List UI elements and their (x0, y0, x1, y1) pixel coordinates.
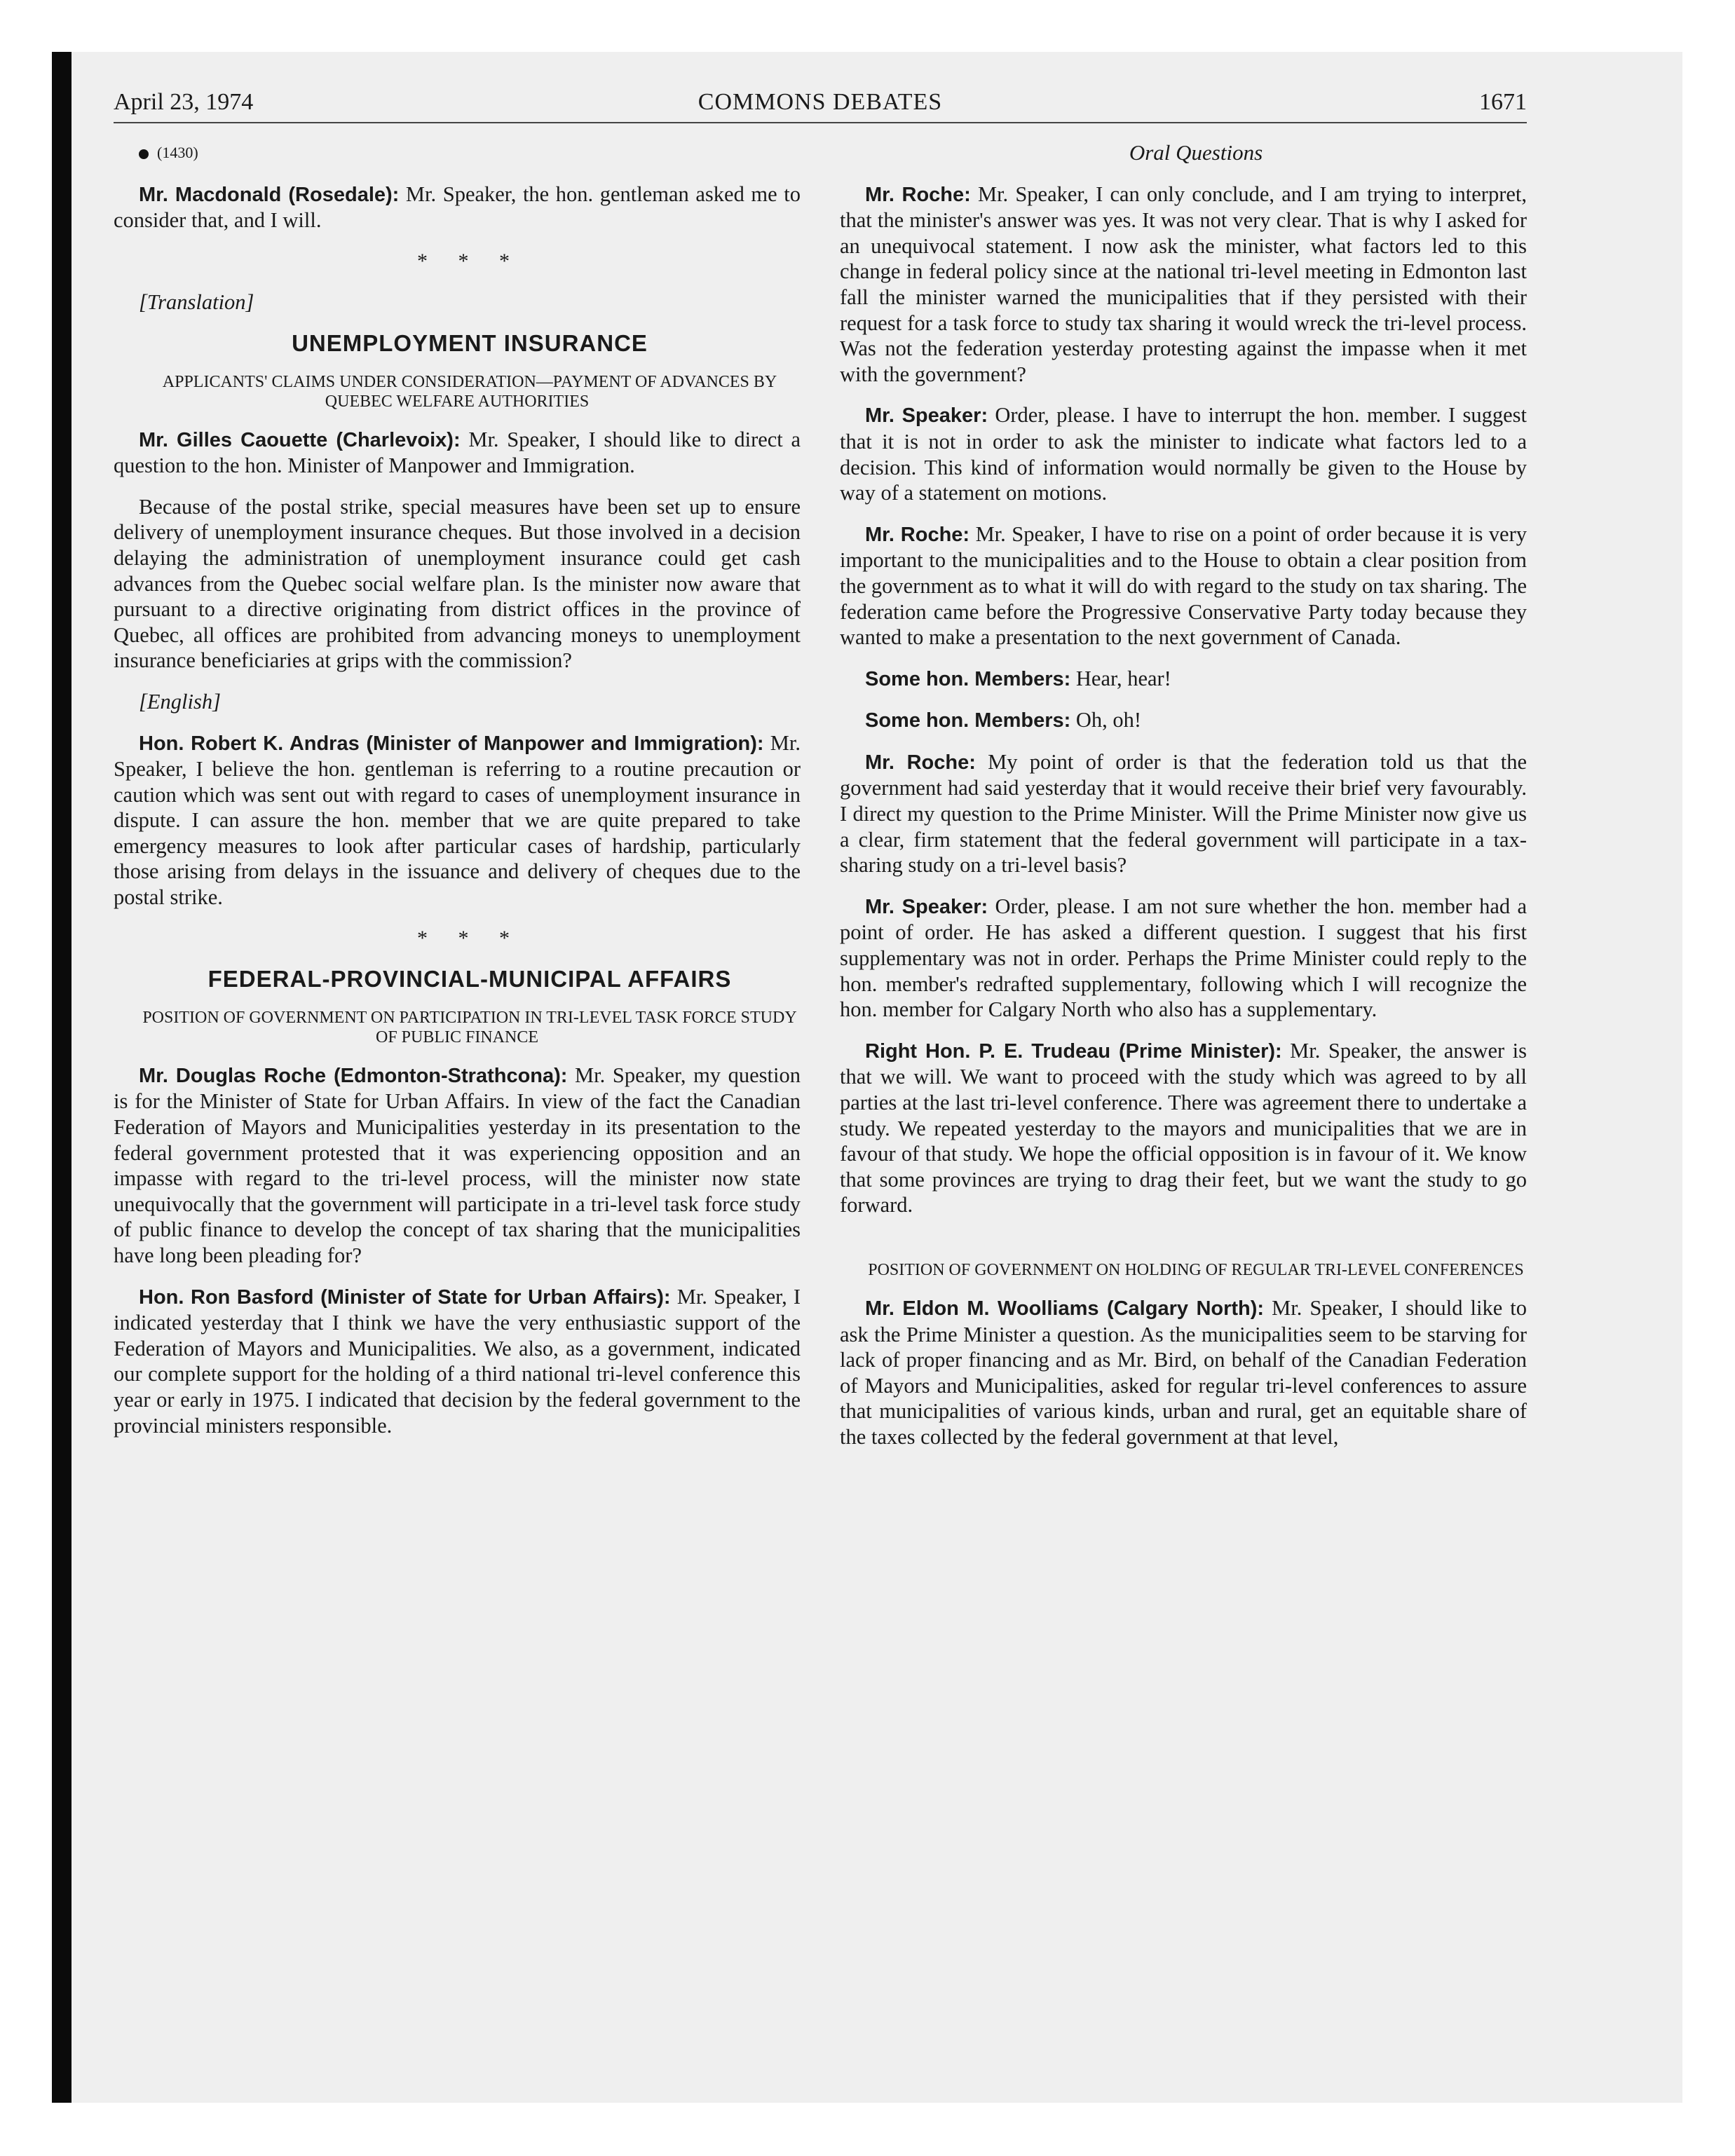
running-head: Oral Questions (1129, 140, 1263, 165)
paragraph (840, 182, 1527, 388)
speech-text: Mr. Speaker, I can only conclude, and I am trying to interpret, that the minister's answer was yes. It was not very clear. That is why I asked for an unequivocal statement. I now ask the minister, what factors led to this change in federal policy since at the national tri-level meeting in Edmonton last fall the minister warned the municipalities that if they persisted with their request for a task force to study tax sharing it would wreck the tri-level process. Was not the federation yesterday protesting against the impasse when it met with the government? (840, 182, 1527, 386)
speech-text: Mr. Speaker, I indicated yesterday that I think we have the very enthusiastic support of the Federation of Mayors and Municipalities. We also, as a government, indicated our complete support for the holding of a third national tri-level conference this year or early in 1975. I indicated that decision by the federal government to the provincial ministers responsible. (114, 1284, 801, 1438)
timestamp (114, 140, 801, 166)
speech-text: Mr. Speaker, the answer is that we will. We want to proceed with the study which was agreed to by all parties at the last tri-level conference. There was agreement there to undertake a study. We repeated yesterday to the mayors and municipalities that we are in favour of that study. We hope the official opposition is in favour of it. We know that some provinces are trying to drag their feet, but we want the study to go forward. (840, 1038, 1527, 1217)
section-separator: * * * (417, 249, 522, 273)
section-subheading: POSITION OF GOVERNMENT ON HOLDING OF REGULAR TRI-LEVEL CONFERENCES (868, 1260, 1524, 1279)
speaker-name: Mr. Macdonald (Rosedale): (139, 183, 400, 206)
speaker-name: Hon. Robert K. Andras (Minister of Manpower and Immigration): (139, 732, 764, 755)
paragraph (840, 402, 1527, 505)
speaker-name: Right Hon. P. E. Trudeau (Prime Minister): (865, 1039, 1282, 1063)
speech-text: Mr. Speaker, the hon. gentleman asked me to consider that, and I will. (114, 182, 801, 233)
paragraph (840, 707, 1527, 734)
speech-text: Hear, hear! (1070, 666, 1171, 690)
speaker-name: Some hon. Members: (865, 667, 1071, 690)
paragraph (114, 1284, 801, 1439)
section-separator: * * * (417, 926, 522, 950)
speech-text: Mr. Speaker, I should like to direct a question to the hon. Minister of Manpower and Immigration. (114, 427, 801, 478)
speech-text: Order, please. I have to interrupt the hon. member. I suggest that it is not in order to ask the minister to indicate what factors led to a decision. This kind of information would normally be given to the House by way of a statement on motions. (840, 403, 1527, 505)
speech-text: Order, please. I am not sure whether the hon. member had a point of order. He has asked a different question. I suggest that his first supplementary was not in order. Perhaps the Prime Minister could reply to the hon. member's redrafted supplementary, following which I will recognize the hon. member for Calgary North who also has a supplementary. (840, 894, 1527, 1022)
timestamp-text: (1430) (157, 144, 198, 161)
speaker-name: Mr. Roche: (865, 523, 970, 546)
paragraph (840, 894, 1527, 1023)
speech-text: Mr. Speaker, I should like to ask the Prime Minister a question. As the municipalities seem to be starving for lack of proper financing and as Mr. Bird, on behalf of the Canadian Federation of Mayors and Municipalities, asked for regular tri-level conferences to assure that municipalities of various kinds, urban and rural, get an equitable share of the taxes collected by the federal government at that level, (840, 1295, 1528, 1449)
paragraph (840, 749, 1527, 878)
right-column (840, 140, 1527, 1466)
left-column (114, 140, 801, 1454)
speaker-name: Mr. Douglas Roche (Edmonton-Strathcona): (139, 1064, 568, 1087)
speaker-name: Hon. Ron Basford (Minister of State for Urban Affairs): (139, 1285, 671, 1309)
speaker-name: Mr. Roche: (865, 751, 976, 774)
header-date: April 23, 1974 (114, 89, 254, 115)
speaker-name: Mr. Eldon M. Woolliams (Calgary North): (865, 1297, 1265, 1320)
paragraph (114, 1063, 801, 1269)
section-subheading: POSITION OF GOVERNMENT ON PARTICIPATION IN TRI-LEVEL TASK FORCE STUDY OF PUBLIC FINANCE (142, 1008, 797, 1046)
speech-text: Mr. Speaker, my question is for the Minister of State for Urban Affairs. In view of the fact the Canadian Federation of Mayors and Municipalities yesterday in its presentation to the federal government protested that it was experiencing opposition and an impasse with regard to the tri-level process, will the minister now state unequivocally that the government will participate in a tri-level task force study of public finance to develop the concept of tax sharing that the municipalities have long been pleading for? (114, 1063, 801, 1267)
page-header (114, 86, 1527, 123)
speech-text: Oh, oh! (1070, 708, 1142, 732)
scan-edge (52, 52, 72, 2103)
section-heading: UNEMPLOYMENT INSURANCE (292, 329, 648, 356)
speaker-name: Mr. Speaker: (865, 404, 988, 428)
section-subheading: APPLICANTS' CLAIMS UNDER CONSIDERATION—PAYMENT OF ADVANCES BY QUEBEC WELFARE AUTHORITIES (162, 372, 777, 411)
english-note: [English] (139, 689, 221, 714)
paragraph (840, 666, 1527, 692)
bullet-icon (139, 149, 149, 159)
speaker-name: Some hon. Members: (865, 709, 1071, 732)
section-heading: FEDERAL-PROVINCIAL-MUNICIPAL AFFAIRS (207, 966, 732, 992)
speech-text: Mr. Speaker, I have to rise on a point of order because it is very important to the municipalities and to the House to obtain a clear position from the government as to what it will do with regard to the study on tax sharing. The federation came before the Progressive Conservative Party today because they wanted to make a presentation to the next government of Canada. (840, 521, 1527, 650)
translation-note: [Translation] (139, 290, 254, 315)
header-title: COMMONS DEBATES (698, 89, 943, 115)
header-page-number: 1671 (1479, 89, 1527, 115)
paragraph (840, 1038, 1527, 1218)
paragraph (114, 730, 801, 910)
speaker-name: Mr. Gilles Caouette (Charlevoix): (139, 428, 461, 451)
paragraph (840, 1295, 1527, 1450)
paragraph (840, 521, 1527, 650)
speech-text: Mr. Speaker, I believe the hon. gentleman is referring to a routine precaution or caution which was sent out with regard to cases of unemployment insurance in dispute. I can assure the hon. member that we are quite prepared to take emergency measures to look after particular cases of hardship, particularly those arising from delays in the issuance and delivery of cheques due to the postal strike. (114, 730, 801, 910)
speaker-name: Mr. Roche: (865, 183, 971, 206)
paragraph (114, 427, 801, 479)
paragraph (114, 182, 801, 233)
speaker-name: Mr. Speaker: (865, 895, 988, 918)
paragraph: Because of the postal strike, special measures have been set up to ensure delivery of unemployment insurance cheques. But those involved in a decision delaying the administration of unemployment insurance could get cash advances from the Quebec social welfare plan. Is the minister now aware that pursuant to a directive originating from district offices in the province of Quebec, all offices are prohibited from advancing moneys to unemployment insurance beneficiaries at grips with the commission? (114, 494, 801, 673)
speech-text: My point of order is that the federation told us that the government had said yesterday that it would receive their brief very favourably. I direct my question to the Prime Minister. Will the Prime Minister now give us a clear, firm statement that the federal government will participate in a tax-sharing study on a tri-level basis? (840, 749, 1527, 878)
